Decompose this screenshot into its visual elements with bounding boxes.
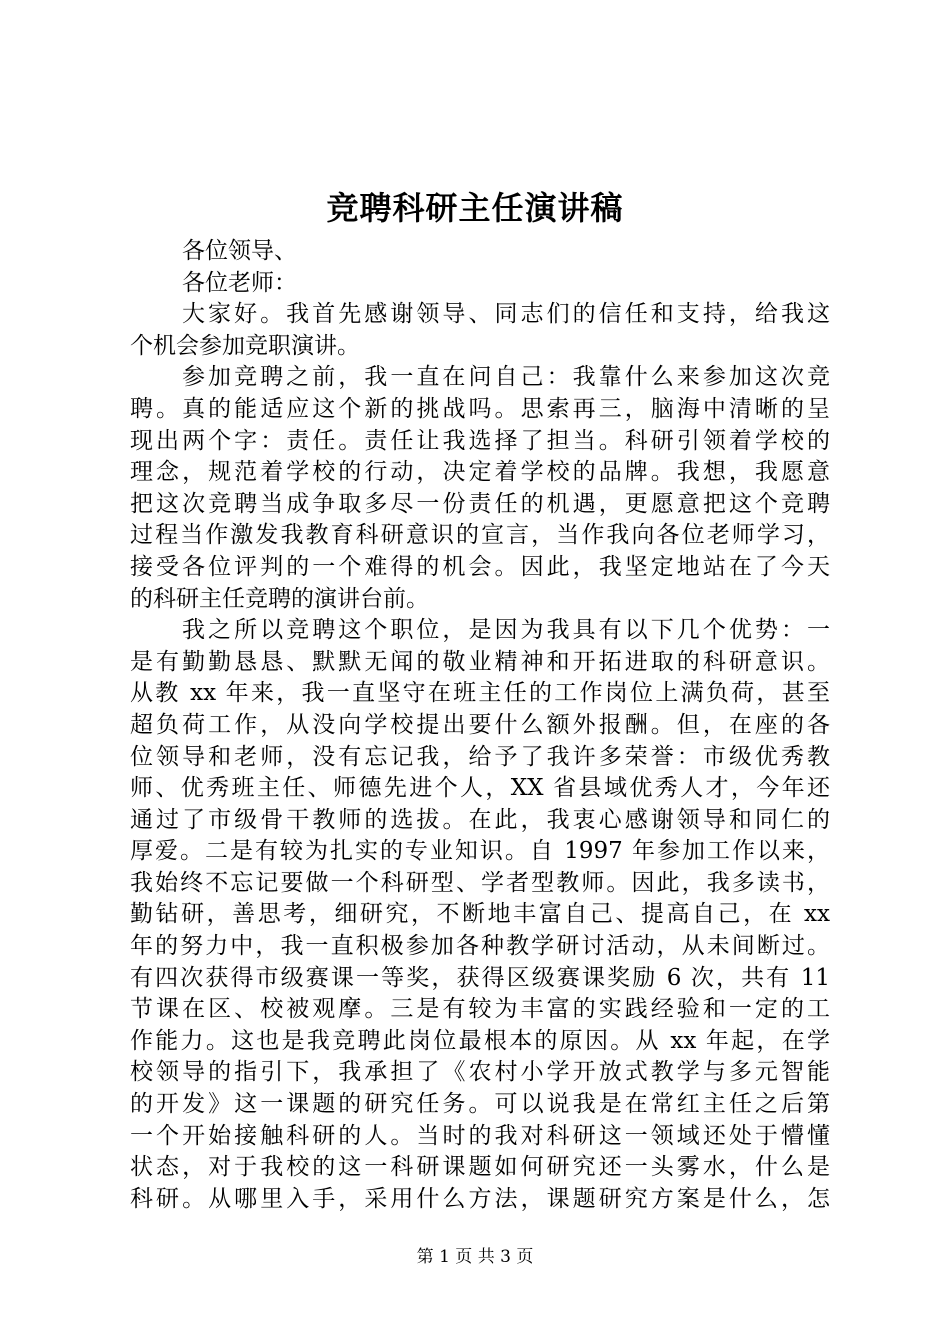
body-line: 把这次竞聘当成争取多尽一份责任的机遇，更愿意把这个竞聘 [130,490,830,517]
body-line: 有四次获得市级赛课一等奖，获得区级赛课奖励 6 次，共有 11 [130,964,830,991]
body-line: 聘。真的能适应这个新的挑战吗。思索再三，脑海中清晰的呈 [130,395,830,422]
page-number-footer: 第 1 页 共 3 页 [416,1247,534,1267]
salutation-line: 各位领导、 [182,238,297,264]
body-line: 接受各位评判的一个难得的机会。因此，我坚定地站在了今天 [130,553,830,580]
body-line: 从教 xx 年来，我一直坚守在班主任的工作岗位上满负荷，甚至 [130,680,830,707]
body-line: 校领导的指引下，我承担了《农村小学开放式教学与多元智能 [130,1059,830,1086]
body-line: 勤钻研，善思考，细研究，不断地丰富自己、提高自己，在 xx [130,901,830,928]
body-line: 通过了市级骨干教师的选拔。在此，我衷心感谢领导和同仁的 [130,806,830,833]
body-line: 科研。从哪里入手，采用什么方法，课题研究方案是什么，怎 [130,1185,830,1212]
document-body [130,236,830,1215]
page-title: 竞聘科研主任演讲稿 [326,189,624,227]
body-line: 师、优秀班主任、师德先进个人，XX 省县域优秀人才，今年还 [130,775,830,802]
body-line: 个机会参加竞职演讲。 [130,332,360,359]
body-line: 大家好。我首先感谢领导、同志们的信任和支持，给我这 [182,301,830,328]
body-line: 的科研主任竞聘的演讲台前。 [130,585,429,612]
body-line: 超负荷工作，从没向学校提出要什么额外报酬。但，在座的各 [130,711,830,738]
body-line: 理念，规范着学校的行动，决定着学校的品牌。我想，我愿意 [130,459,830,486]
body-line: 作能力。这也是我竞聘此岗位最根本的原因。从 xx 年起，在学 [130,1027,830,1054]
body-line: 位领导和老师，没有忘记我，给予了我许多荣誉：市级优秀教 [130,743,830,770]
body-line: 年的努力中，我一直积极参加各种教学研讨活动，从未间断过。 [130,933,830,960]
body-line: 我始终不忘记要做一个科研型、学者型教师。因此，我多读书， [130,869,830,896]
body-line: 我之所以竞聘这个职位，是因为我具有以下几个优势：一 [182,617,830,644]
body-line: 现出两个字：责任。责任让我选择了担当。科研引领着学校的 [130,427,830,454]
body-line: 参加竞聘之前，我一直在问自己：我靠什么来参加这次竞 [182,364,830,391]
salutation-line: 各位老师： [182,269,297,296]
body-line: 的开发》这一课题的研究任务。可以说我是在常红主任之后第 [130,1091,830,1118]
body-line: 状态，对于我校的这一科研课题如何研究还一头雾水，什么是 [130,1154,830,1181]
body-line: 节课在区、校被观摩。三是有较为丰富的实践经验和一定的工 [130,996,830,1023]
body-line: 过程当作激发我教育科研意识的宣言，当作我向各位老师学习， [130,522,830,549]
body-line: 厚爱。二是有较为扎实的专业知识。自 1997 年参加工作以来， [130,838,830,865]
body-line: 是有勤勤恳恳、默默无闻的敬业精神和开拓进取的科研意识。 [130,648,830,675]
body-line: 一个开始接触科研的人。当时的我对科研这一领域还处于懵懂 [130,1122,830,1149]
